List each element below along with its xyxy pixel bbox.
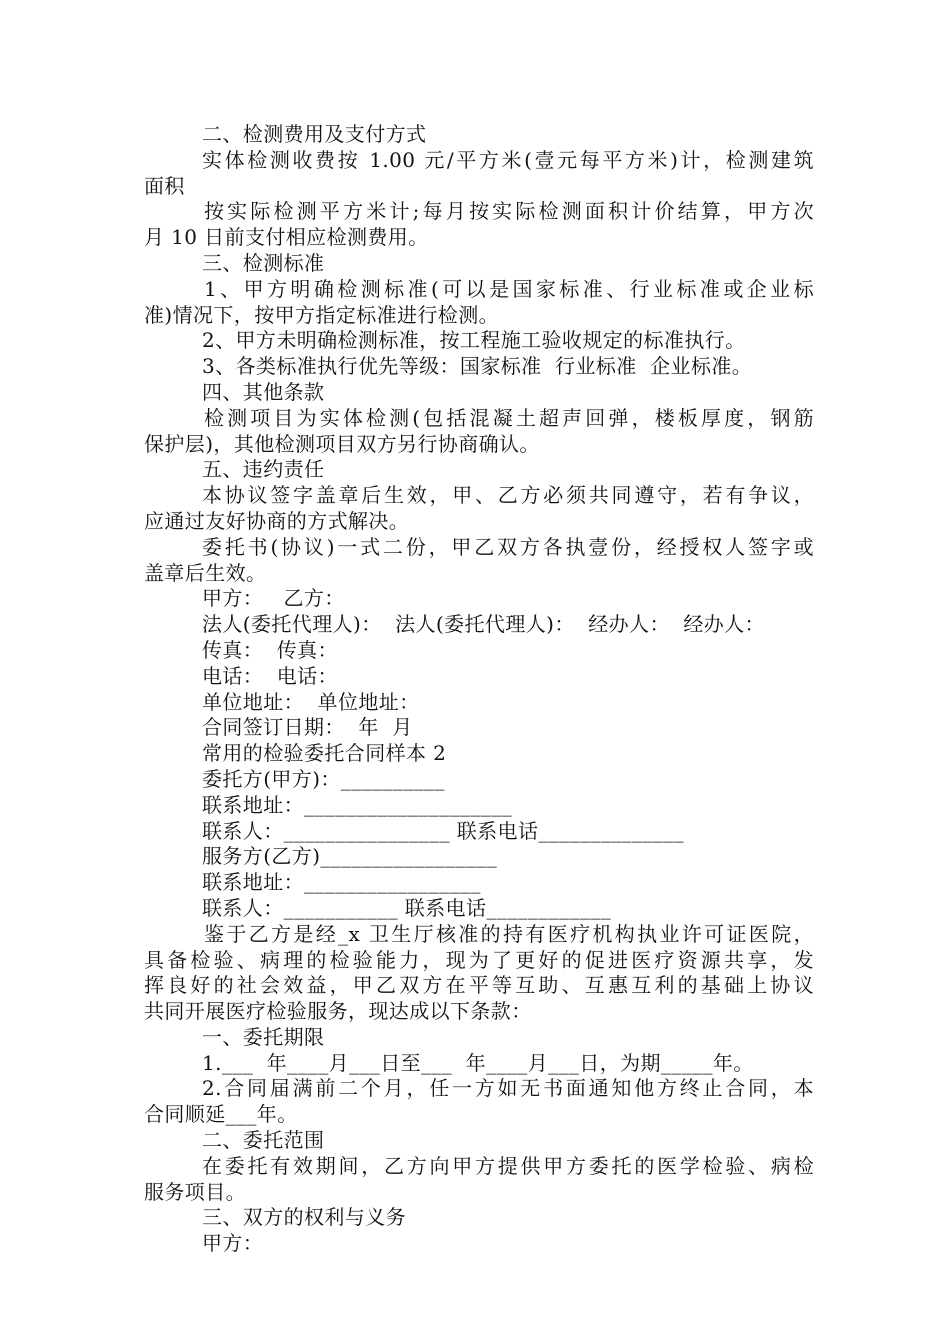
paragraph-line: 准)情况下，按甲方指定标准进行检测。 (144, 302, 500, 327)
section-heading: 三、双方的权利与义务 (202, 1205, 406, 1230)
paragraph-line: 1.___ 年____月___日至___ 年____月___日，为期_____年。 (202, 1050, 754, 1075)
form-field-line: 联系地址：____________________ (202, 792, 512, 817)
paragraph-line: 在委托有效期间，乙方向甲方提供甲方委托的医学检验、病检 (202, 1153, 814, 1178)
paragraph-line: 面积 (144, 173, 185, 198)
signature-field-line: 甲方： 乙方： (202, 586, 345, 611)
signature-field-line: 电话： 电话： (202, 663, 338, 688)
paragraph-line: 挥良好的社会效益，甲乙双方在平等互助、互惠互利的基础上协议 (144, 973, 814, 998)
paragraph-line: 合同顺延___年。 (144, 1102, 298, 1127)
paragraph-line: 3、各类标准执行优先等级：国家标准 行业标准 企业标准。 (202, 354, 753, 379)
paragraph-line: 2.合同届满前二个月，任一方如无书面通知他方终止合同，本 (202, 1076, 814, 1101)
form-field-line: 委托方(甲方)：__________ (202, 766, 445, 791)
paragraph-line: 按实际检测平方米计;每月按实际检测面积计价结算，甲方次 (204, 199, 814, 224)
signature-field-line: 合同签订日期： 年 月 (202, 715, 413, 740)
document-subtitle: 常用的检验委托合同样本 2 (202, 741, 447, 766)
section-heading: 二、检测费用及支付方式 (202, 122, 427, 146)
section-heading: 四、其他条款 (202, 379, 325, 404)
form-field-line: 联系地址：_________________ (202, 870, 481, 895)
document-body (144, 122, 814, 1257)
section-heading: 二、委托范围 (202, 1128, 325, 1153)
paragraph-line: 甲方： (202, 1231, 264, 1256)
paragraph-line: 实体检测收费按 1.00 元/平方米(壹元每平方米)计，检测建筑 (202, 147, 814, 172)
paragraph-line: 本协议签字盖章后生效，甲、乙方必须共同遵守，若有争议， (202, 483, 814, 508)
section-heading: 五、违约责任 (202, 457, 325, 482)
signature-field-line: 法人(委托代理人)： 法人(委托代理人)： 经办人： 经办人： (202, 612, 765, 637)
section-heading: 三、检测标准 (202, 250, 325, 275)
form-field-line: 服务方(乙方)_________________ (202, 844, 498, 869)
paragraph-line: 服务项目。 (144, 1179, 246, 1204)
paragraph-line: 检测项目为实体检测(包括混凝土超声回弹，楼板厚度，钢筋 (204, 405, 814, 430)
form-field-line: 联系人：________________ 联系电话______________ (202, 818, 684, 843)
form-field-line: 联系人：___________ 联系电话____________ (202, 895, 612, 920)
signature-field-line: 传真： 传真： (202, 637, 338, 662)
paragraph-line: 盖章后生效。 (144, 560, 267, 585)
signature-field-line: 单位地址： 单位地址： (202, 689, 420, 714)
paragraph-line: 月 10 日前支付相应检测费用。 (144, 225, 429, 250)
paragraph-line: 具备检验、病理的检验能力，现为了更好的促进医疗资源共享，发 (144, 947, 814, 972)
paragraph-line: 应通过友好协商的方式解决。 (144, 508, 410, 533)
paragraph-line: 保护层)，其他检测项目双方另行协商确认。 (144, 431, 540, 456)
paragraph-line: 2、甲方未明确检测标准，按工程施工验收规定的标准执行。 (202, 328, 746, 353)
section-heading: 一、委托期限 (202, 1024, 325, 1049)
paragraph-line: 共同开展医疗检验服务，现达成以下条款： (144, 999, 532, 1024)
paragraph-line: 委托书(协议)一式二份，甲乙双方各执壹份，经授权人签字或 (202, 534, 814, 559)
paragraph-line: 1、甲方明确检测标准(可以是国家标准、行业标准或企业标 (204, 276, 814, 301)
paragraph-line: 鉴于乙方是经_x 卫生厅核准的持有医疗机构执业许可证医院， (204, 921, 814, 946)
